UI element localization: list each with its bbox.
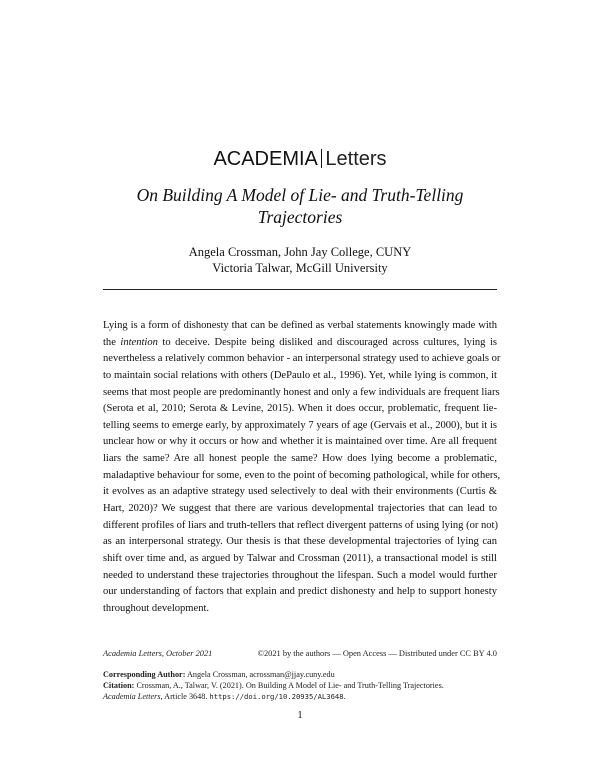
academia-letters-logo <box>0 148 600 170</box>
citation-value: Crossman, A., Talwar, V. (2021). On Building A Model of Lie- and Truth-Telling Trajectories. <box>134 680 444 690</box>
citation-label: Citation: <box>103 680 135 690</box>
corresponding-value: Angela Crossman, acrossman@jjay.cuny.edu <box>185 670 335 679</box>
line-prefix: the <box>103 336 121 348</box>
footer-venue: Academia Letters, October 2021 <box>103 649 213 658</box>
citation-line <box>103 681 497 692</box>
abstract-line: liars the same? Are all honest people the same? How does lying become a problematic, <box>103 453 497 465</box>
abstract-body <box>103 318 501 618</box>
author-line-2: Victoria Talwar, McGill University <box>212 261 388 275</box>
abstract-line: maladaptive behaviour for some, even to the point of becoming pathological, while for others, <box>103 469 501 481</box>
abstract-line: telling seems to emerge early, by approximately 7 years of age (Gervais et al., 2000), but it is <box>103 419 497 431</box>
corresponding-author <box>103 670 497 681</box>
article-number: , Article 3648. <box>160 691 210 701</box>
citation-block <box>103 670 497 702</box>
page-number: 1 <box>297 710 303 721</box>
footer-license-line <box>103 648 497 659</box>
emphasis-intention: intention <box>120 336 158 348</box>
abstract-line: Hart, 2020)? We suggest that there are various developmental trajectories that can lead to <box>103 503 497 515</box>
abstract-line: shift over time and, as argued by Talwar and Crossman (2011), a transactional model is still <box>103 552 497 564</box>
abstract-line <box>103 335 497 352</box>
abstract-line: unclear how or why it occurs or how and whether it is maintained over time. Are all frequent <box>103 436 497 448</box>
doi-period: . <box>343 691 346 701</box>
abstract-line: different profiles of liars and truth-tellers that reflect divergent patterns of using lying (or not) <box>103 519 498 531</box>
title-line-1: On Building A Model of Lie- and Truth-Telling <box>136 185 464 205</box>
abstract-line: our understanding of factors that explain and predict dishonesty and help to support honesty <box>103 586 497 598</box>
abstract-line: to maintain social relations with others (DePaulo et al., 1996). Yet, while lying is common, it <box>103 369 497 381</box>
brand-separator <box>321 149 323 168</box>
corresponding-label: Corresponding Author: <box>103 670 186 679</box>
paper-title <box>90 184 510 228</box>
abstract-line: nevertheless a relatively common behavior - an interpersonal strategy used to achieve goals or <box>103 353 501 365</box>
citation-line-2 <box>103 692 497 703</box>
abstract-line: as an interpersonal strategy. Our thesis is that these developmental trajectories of lying can <box>103 536 497 548</box>
abstract-line: it evolves as an adaptive strategy used selectively to deal with their environments (Curtis & <box>103 486 497 498</box>
abstract-line: Lying is a form of dishonesty that can be defined as verbal statements knowingly made with <box>103 320 497 331</box>
brand-suffix: Letters <box>325 148 387 170</box>
doi-link[interactable]: https://doi.org/10.20935/AL3648 <box>209 691 344 701</box>
author-line-1: Angela Crossman, John Jay College, CUNY <box>188 245 412 259</box>
journal-name: Academia Letters <box>103 691 161 701</box>
abstract-line: throughout development. <box>103 602 210 614</box>
author-block <box>0 244 600 276</box>
title-line-2: Trajectories <box>257 207 343 227</box>
abstract-line: (Serota et al, 2010; Serota & Levine, 2015). When it does occur, problematic, frequent lie- <box>103 403 497 415</box>
abstract-line: seems that most people are predominantly honest and only a few individuals are frequent liars <box>103 386 500 398</box>
footer-license: ©2021 by the authors — Open Access — Distributed under CC BY 4.0 <box>257 649 497 658</box>
brand-name: ACADEMIA <box>213 148 318 170</box>
abstract-line: needed to understand these trajectories throughout the lifespan. Such a model would further <box>103 569 497 581</box>
line-suffix: to deceive. Despite being disliked and discouraged across cultures, lying is <box>157 336 497 348</box>
title-divider <box>103 289 497 290</box>
